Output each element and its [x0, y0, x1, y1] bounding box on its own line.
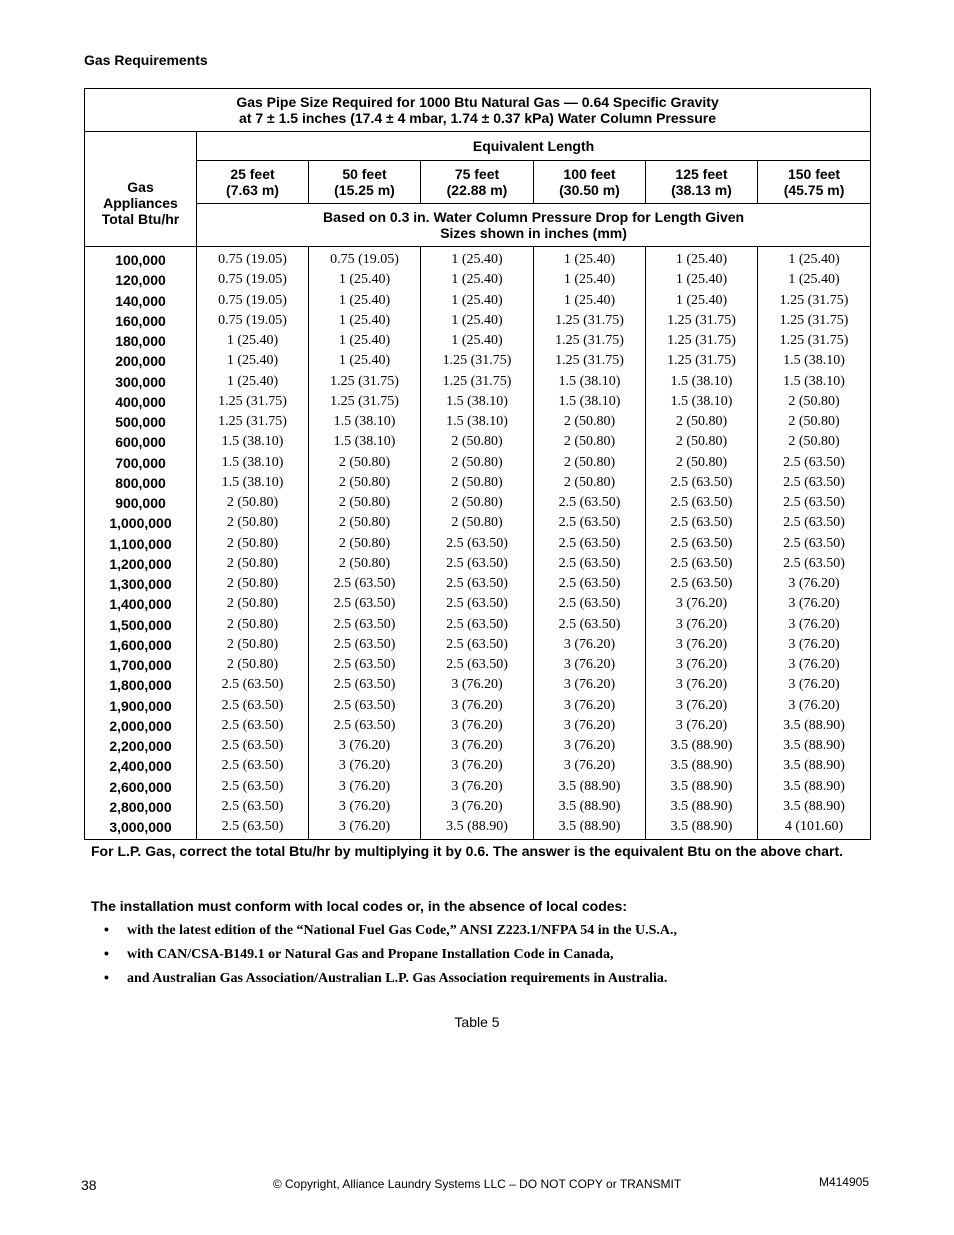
- pipe-size-cell: 3 (76.20): [563, 677, 616, 693]
- pipe-size-cell: 2.5 (63.50): [558, 616, 621, 632]
- pipe-size-cell: 2.5 (63.50): [221, 717, 284, 733]
- pipe-size-cell: 1.25 (31.75): [667, 333, 736, 348]
- pipe-size-cell: 2 (50.80): [226, 495, 279, 510]
- pipe-size-cell: 2 (50.80): [451, 434, 503, 450]
- pipe-size-cell: 2 (50.80): [788, 414, 840, 429]
- length-header: [309, 161, 421, 204]
- pipe-size-cell: 1 (25.40): [563, 252, 616, 267]
- pipe-size-cell: 0.75 (19.05): [218, 252, 287, 267]
- pipe-size-cell: 4 (101.60): [784, 819, 844, 834]
- equivalent-length-header: Equivalent Length: [197, 132, 871, 161]
- pipe-size-cell: 1.25 (31.75): [779, 292, 849, 308]
- pipe-size-cell: 2.5 (63.50): [446, 636, 508, 652]
- pipe-size-cell: 3.5 (88.90): [558, 778, 621, 794]
- pipe-size-cell: 1.25 (31.75): [555, 333, 624, 348]
- pipe-size-cell: 1.5 (38.10): [446, 414, 508, 429]
- pipe-size-cell: 1.25 (31.75): [330, 373, 399, 389]
- gas-appliances-header: [85, 161, 197, 247]
- pipe-size-cell: 3.5 (88.90): [783, 717, 845, 733]
- pipe-size-cell: 3 (76.20): [788, 616, 840, 632]
- bullet-icon: •: [104, 945, 109, 961]
- pipe-size-cell: 3.5 (88.90): [783, 738, 845, 753]
- pipe-size-cell: 2.5 (63.50): [783, 515, 845, 531]
- pipe-size-cell: 2.5 (63.50): [446, 576, 508, 591]
- pipe-size-cell: 3 (76.20): [451, 758, 503, 774]
- length-meters: (38.13 m): [671, 182, 732, 198]
- pipe-size-cell: 1.25 (31.75): [555, 312, 624, 328]
- pipe-size-cell: 3 (76.20): [563, 738, 616, 753]
- size-column: [534, 247, 646, 840]
- pipe-size-cell: 3.5 (88.90): [783, 758, 845, 774]
- code-requirement-text: with the latest edition of the “National Fuel Gas Code,” ANSI Z223.1/NFPA 54 in the U.S.A.,: [127, 923, 678, 938]
- bullet-icon: •: [104, 921, 109, 937]
- pipe-size-cell: 1 (25.40): [563, 292, 616, 308]
- btu-value: 160,000: [115, 312, 166, 329]
- length-header: [197, 161, 309, 204]
- pipe-size-cell: 2.5 (63.50): [333, 717, 396, 733]
- pipe-size-cell: 2.5 (63.50): [333, 657, 396, 672]
- btu-value: 200,000: [115, 353, 166, 370]
- btu-value: 1,100,000: [109, 535, 172, 552]
- pipe-size-cell: 3 (76.20): [788, 636, 840, 652]
- pipe-size-cell: 2.5 (63.50): [783, 474, 845, 490]
- btu-value: 1,000,000: [109, 515, 172, 532]
- length-feet: 125 feet: [675, 166, 728, 182]
- bullet-icon: •: [104, 969, 109, 985]
- pipe-size-cell: 1.5 (38.10): [333, 414, 396, 429]
- length-meters: (15.25 m): [334, 182, 395, 198]
- length-header: [421, 161, 534, 204]
- pipe-size-cell: 2 (50.80): [226, 636, 279, 652]
- pipe-size-cell: 3.5 (88.90): [558, 819, 621, 834]
- pipe-size-cell: 3 (76.20): [675, 596, 728, 612]
- pipe-size-cell: 3.5 (88.90): [670, 778, 733, 794]
- pipe-size-cell: 2 (50.80): [788, 393, 840, 409]
- pipe-size-cell: 2.5 (63.50): [221, 778, 284, 794]
- pipe-size-cell: 3 (76.20): [338, 778, 391, 794]
- pipe-size-cell: 2.5 (63.50): [558, 495, 621, 510]
- pipe-size-cell: 3 (76.20): [788, 697, 840, 713]
- pipe-size-cell: 2 (50.80): [338, 515, 391, 531]
- pipe-size-cell: 2.5 (63.50): [446, 555, 508, 571]
- btu-value: 1,400,000: [109, 596, 172, 613]
- pipe-size-cell: 2.5 (63.50): [670, 515, 733, 531]
- row-header-line3: Total Btu/hr: [101, 211, 180, 228]
- pipe-size-cell: 2.5 (63.50): [333, 596, 396, 612]
- btu-value: 1,500,000: [109, 616, 172, 633]
- pipe-size-cell: 2.5 (63.50): [446, 535, 508, 551]
- pipe-size-cell: 1 (25.40): [563, 272, 616, 288]
- based-on-line1: Based on 0.3 in. Water Column Pressure Drop for Length Given: [322, 209, 745, 225]
- btu-value: 1,300,000: [109, 576, 172, 592]
- pipe-size-cell: 3.5 (88.90): [783, 778, 845, 794]
- pipe-size-cell: 1 (25.40): [226, 333, 279, 348]
- pipe-size-cell: 2 (50.80): [675, 434, 728, 450]
- pipe-size-cell: 2.5 (63.50): [670, 576, 733, 591]
- pipe-size-cell: 2.5 (63.50): [333, 677, 396, 693]
- pipe-size-cell: 1.25 (31.75): [330, 393, 399, 409]
- pipe-size-cell: 1.5 (38.10): [333, 434, 396, 450]
- pipe-size-cell: 1 (25.40): [451, 333, 503, 348]
- gas-pipe-size-table: [84, 88, 871, 840]
- pipe-size-cell: 1.5 (38.10): [783, 373, 845, 389]
- btu-value: 700,000: [115, 454, 166, 471]
- pipe-size-cell: 2 (50.80): [338, 555, 391, 571]
- pipe-size-cell: 1 (25.40): [338, 353, 391, 369]
- pipe-size-cell: 1 (25.40): [338, 312, 391, 328]
- btu-value: 2,200,000: [109, 738, 172, 754]
- lp-gas-note: For L.P. Gas, correct the total Btu/hr by multiplying it by 0.6. The answer is the equivalent Btu on the above chart.: [91, 843, 843, 859]
- btu-value: 140,000: [115, 292, 166, 309]
- pipe-size-cell: 1.5 (38.10): [670, 373, 733, 389]
- pipe-size-cell: 3 (76.20): [451, 717, 503, 733]
- pipe-size-cell: 1.25 (31.75): [667, 312, 736, 328]
- btu-value: 180,000: [115, 333, 166, 349]
- pipe-size-cell: 1.5 (38.10): [221, 474, 284, 490]
- pipe-size-cell: 2 (50.80): [675, 454, 728, 470]
- pipe-size-cell: 1 (25.40): [788, 252, 840, 267]
- pipe-size-cell: 2 (50.80): [451, 454, 503, 470]
- row-header-line1: Gas: [127, 179, 154, 196]
- btu-value: 900,000: [115, 495, 166, 511]
- pipe-size-cell: 2.5 (63.50): [558, 515, 621, 531]
- pipe-size-cell: 1 (25.40): [451, 292, 503, 308]
- btu-value: 1,200,000: [109, 555, 172, 572]
- pipe-size-cell: 1.5 (38.10): [558, 373, 621, 389]
- pipe-size-cell: 1 (25.40): [451, 312, 503, 328]
- btu-value: 100,000: [115, 252, 166, 268]
- pipe-size-cell: 2 (50.80): [226, 616, 279, 632]
- pipe-size-cell: 1 (25.40): [675, 252, 728, 267]
- btu-value: 1,800,000: [109, 677, 172, 694]
- pipe-size-cell: 0.75 (19.05): [330, 252, 399, 267]
- pipe-size-cell: 2 (50.80): [563, 414, 616, 429]
- pipe-size-cell: 2.5 (63.50): [670, 495, 733, 510]
- pipe-size-cell: 3 (76.20): [338, 758, 391, 774]
- pipe-size-cell: 2 (50.80): [226, 535, 279, 551]
- pipe-size-cell: 2.5 (63.50): [670, 474, 733, 490]
- pipe-size-cell: 2 (50.80): [563, 454, 616, 470]
- pipe-size-cell: 3 (76.20): [788, 677, 840, 693]
- pipe-size-cell: 3 (76.20): [675, 636, 728, 652]
- pipe-size-cell: 1.5 (38.10): [221, 434, 284, 450]
- pipe-size-cell: 2.5 (63.50): [670, 555, 733, 571]
- pipe-size-cell: 1.25 (31.75): [779, 333, 849, 348]
- pipe-size-cell: 3 (76.20): [563, 657, 616, 672]
- btu-value: 600,000: [115, 434, 166, 451]
- length-feet: 50 feet: [342, 166, 387, 182]
- pipe-size-cell: 1 (25.40): [338, 292, 391, 308]
- pipe-size-cell: 2.5 (63.50): [221, 798, 284, 814]
- pipe-size-cell: 2 (50.80): [226, 555, 279, 571]
- code-requirements-list: [104, 919, 677, 991]
- page-number: 38: [81, 1177, 97, 1193]
- pipe-size-cell: 2.5 (63.50): [558, 596, 621, 612]
- pipe-size-cell: 3 (76.20): [451, 738, 503, 753]
- pipe-size-cell: 2 (50.80): [226, 596, 279, 612]
- pipe-size-cell: 3 (76.20): [563, 758, 616, 774]
- section-title: Gas Requirements: [84, 52, 208, 68]
- code-requirement-text: and Australian Gas Association/Australian L.P. Gas Association requirements in Australia.: [127, 971, 668, 986]
- pipe-size-cell: 2 (50.80): [226, 576, 279, 591]
- table-title-line1: Gas Pipe Size Required for 1000 Btu Natural Gas — 0.64 Specific Gravity: [236, 94, 719, 110]
- pipe-size-cell: 2 (50.80): [226, 657, 279, 672]
- pipe-size-cell: 3 (76.20): [675, 697, 728, 713]
- pipe-size-cell: 3.5 (88.90): [446, 819, 508, 834]
- pipe-size-cell: 3.5 (88.90): [670, 798, 733, 814]
- pipe-size-cell: 2 (50.80): [451, 515, 503, 531]
- length-feet: 150 feet: [787, 166, 841, 182]
- pipe-size-cell: 1.25 (31.75): [779, 312, 849, 328]
- btu-value: 500,000: [115, 414, 166, 430]
- pipe-size-cell: 1 (25.40): [338, 272, 391, 288]
- pipe-size-cell: 1 (25.40): [451, 272, 503, 288]
- pipe-size-cell: 2 (50.80): [451, 474, 503, 490]
- pipe-size-cell: 3 (76.20): [675, 677, 728, 693]
- code-requirement-item: [104, 967, 677, 991]
- pipe-size-cell: 1 (25.40): [226, 353, 279, 369]
- pipe-size-cell: 3.5 (88.90): [783, 798, 845, 814]
- pipe-size-cell: 1.5 (38.10): [446, 393, 508, 409]
- pipe-size-cell: 1 (25.40): [451, 252, 503, 267]
- pipe-size-cell: 3 (76.20): [451, 697, 503, 713]
- length-feet: 25 feet: [230, 166, 275, 182]
- btu-value: 3,000,000: [109, 819, 172, 835]
- pipe-size-cell: 1.25 (31.75): [667, 353, 736, 369]
- pipe-size-cell: 2.5 (63.50): [221, 677, 284, 693]
- pipe-size-cell: 1.5 (38.10): [558, 393, 621, 409]
- pipe-size-cell: 2.5 (63.50): [221, 819, 284, 834]
- row-header-line2: Appliances: [103, 195, 178, 212]
- length-meters: (30.50 m): [559, 182, 620, 198]
- pipe-size-cell: 3 (76.20): [451, 677, 503, 693]
- pipe-size-cell: 3 (76.20): [338, 738, 391, 753]
- pipe-size-cell: 1.5 (38.10): [783, 353, 845, 369]
- pipe-size-cell: 1.5 (38.10): [221, 454, 284, 470]
- pipe-size-cell: 1.25 (31.75): [218, 393, 287, 409]
- pipe-size-cell: 3 (76.20): [788, 576, 840, 591]
- pipe-size-cell: 2.5 (63.50): [333, 697, 396, 713]
- length-feet: 100 feet: [563, 166, 616, 182]
- pipe-size-cell: 3 (76.20): [451, 798, 503, 814]
- pipe-size-cell: 2.5 (63.50): [221, 738, 284, 753]
- pipe-size-cell: 2 (50.80): [338, 474, 391, 490]
- length-header: [646, 161, 758, 204]
- size-column: [646, 247, 758, 840]
- btu-value: 300,000: [115, 373, 166, 390]
- pipe-size-cell: 2 (50.80): [563, 474, 616, 490]
- installation-heading: The installation must conform with local codes or, in the absence of local codes:: [91, 898, 627, 914]
- pipe-size-cell: 3 (76.20): [788, 657, 840, 672]
- pipe-size-cell: 3.5 (88.90): [670, 819, 733, 834]
- pipe-size-cell: 2.5 (63.50): [558, 576, 621, 591]
- pipe-size-cell: 2.5 (63.50): [446, 616, 508, 632]
- code-requirement-text: with CAN/CSA-B149.1 or Natural Gas and Propane Installation Code in Canada,: [127, 947, 614, 962]
- length-meters: (45.75 m): [783, 182, 845, 198]
- pipe-size-cell: 2 (50.80): [338, 454, 391, 470]
- pipe-size-cell: 1.5 (38.10): [670, 393, 733, 409]
- pipe-size-cell: 2.5 (63.50): [333, 636, 396, 652]
- pipe-size-cell: 2 (50.80): [451, 495, 503, 510]
- size-column: [197, 247, 309, 840]
- pipe-size-cell: 2.5 (63.50): [446, 657, 508, 672]
- pipe-size-cell: 2.5 (63.50): [333, 616, 396, 632]
- pipe-size-cell: 3 (76.20): [675, 616, 728, 632]
- pipe-size-cell: 2 (50.80): [338, 535, 391, 551]
- pipe-size-cell: 3 (76.20): [563, 636, 616, 652]
- code-requirement-item: [104, 943, 677, 967]
- pipe-size-cell: 1 (25.40): [226, 373, 279, 389]
- length-meters: (22.88 m): [446, 182, 508, 198]
- pipe-size-cell: 1.25 (31.75): [555, 353, 624, 369]
- pipe-size-cell: 2 (50.80): [338, 495, 391, 510]
- pipe-size-cell: 3 (76.20): [451, 778, 503, 794]
- pipe-size-cell: 0.75 (19.05): [218, 272, 287, 288]
- btu-value: 800,000: [115, 474, 166, 491]
- pipe-size-cell: 2.5 (63.50): [670, 535, 733, 551]
- pipe-size-cell: 2.5 (63.50): [783, 454, 845, 470]
- pipe-size-cell: 0.75 (19.05): [218, 292, 287, 308]
- btu-value: 2,600,000: [109, 778, 172, 795]
- pipe-size-cell: 2 (50.80): [226, 515, 279, 531]
- pipe-size-cell: 2.5 (63.50): [221, 697, 284, 713]
- btu-value: 2,400,000: [109, 758, 172, 775]
- based-on-line2: Sizes shown in inches (mm): [440, 225, 627, 241]
- pipe-size-cell: 2.5 (63.50): [783, 535, 845, 551]
- pipe-size-cell: 3.5 (88.90): [670, 758, 733, 774]
- btu-value: 120,000: [115, 272, 166, 289]
- pipe-size-cell: 2 (50.80): [675, 414, 728, 429]
- pipe-size-cell: 3.5 (88.90): [670, 738, 733, 753]
- pipe-size-cell: 2.5 (63.50): [558, 555, 621, 571]
- size-column: [758, 247, 871, 840]
- pipe-size-cell: 2 (50.80): [788, 434, 840, 450]
- btu-value: 1,700,000: [109, 657, 172, 673]
- pipe-size-cell: 3 (76.20): [338, 819, 391, 834]
- btu-value: 1,900,000: [109, 697, 172, 714]
- pipe-size-cell: 1 (25.40): [675, 292, 728, 308]
- pipe-size-cell: 2.5 (63.50): [221, 758, 284, 774]
- pipe-size-cell: 2.5 (63.50): [558, 535, 621, 551]
- document-id: M414905: [818, 1175, 869, 1189]
- copyright-notice: © Copyright, Alliance Laundry Systems LLC – DO NOT COPY or TRANSMIT: [272, 1177, 682, 1191]
- table-caption: Table 5: [454, 1014, 500, 1030]
- pipe-size-cell: 1 (25.40): [338, 333, 391, 348]
- table-title-line2: at 7 ± 1.5 inches (17.4 ± 4 mbar, 1.74 ± 0.37 kPa) Water Column Pressure: [239, 110, 717, 126]
- btu-column: [85, 247, 197, 840]
- pipe-size-cell: 1.25 (31.75): [442, 373, 512, 389]
- pipe-size-cell: 2.5 (63.50): [333, 576, 396, 591]
- pipe-size-cell: 3 (76.20): [563, 697, 616, 713]
- pipe-size-cell: 3 (76.20): [788, 596, 840, 612]
- pipe-size-cell: 2.5 (63.50): [783, 495, 845, 510]
- length-header: [534, 161, 646, 204]
- code-requirement-item: [104, 919, 677, 943]
- based-on-header: [197, 204, 871, 247]
- length-feet: 75 feet: [454, 166, 500, 182]
- pipe-size-cell: 1.25 (31.75): [218, 414, 287, 429]
- btu-value: 2,800,000: [109, 798, 172, 815]
- pipe-size-cell: 1.25 (31.75): [442, 353, 512, 369]
- pipe-size-cell: 2.5 (63.50): [783, 555, 845, 571]
- length-header: [758, 161, 871, 204]
- pipe-size-cell: 1 (25.40): [788, 272, 840, 288]
- btu-value: 2,000,000: [109, 717, 172, 734]
- pipe-size-cell: 3.5 (88.90): [558, 798, 621, 814]
- pipe-size-cell: 3 (76.20): [675, 657, 728, 672]
- pipe-size-cell: 3 (76.20): [563, 717, 616, 733]
- corner-cell: [85, 132, 197, 161]
- size-column: [421, 247, 534, 840]
- pipe-size-cell: 3 (76.20): [675, 717, 728, 733]
- pipe-size-cell: 2.5 (63.50): [446, 596, 508, 612]
- btu-value: 400,000: [115, 393, 166, 410]
- size-column: [309, 247, 421, 840]
- table-title: [85, 89, 871, 132]
- pipe-size-cell: 2 (50.80): [563, 434, 616, 450]
- pipe-size-cell: 1 (25.40): [675, 272, 728, 288]
- btu-value: 1,600,000: [109, 636, 172, 653]
- pipe-size-cell: 0.75 (19.05): [218, 312, 287, 328]
- pipe-size-cell: 3 (76.20): [338, 798, 391, 814]
- length-meters: (7.63 m): [226, 182, 279, 198]
